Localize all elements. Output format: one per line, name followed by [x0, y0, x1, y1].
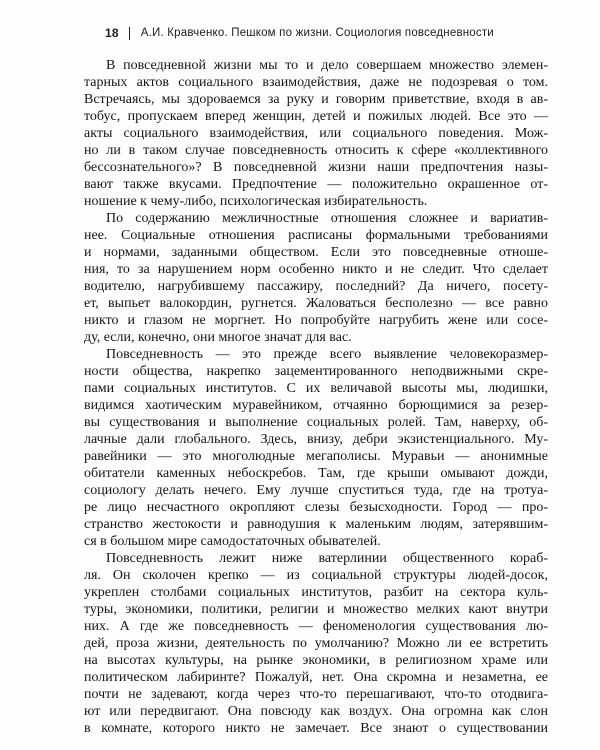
text-line: в комнате, которого никто не замечает. Все знают о существовании [84, 721, 548, 736]
paragraph [84, 346, 548, 550]
text-line: ду, если, конечно, они многое значат для вас. [84, 330, 352, 345]
text-line: туры, экономики, политики, религии и множество мелких кают внутри [84, 602, 548, 617]
text-line: дей, проза жизни, деятельность по умолчанию? Можно ли ее встретить [84, 636, 548, 651]
text-line: вы существования и выполнение социальных ролей. Там, наверху, об- [84, 415, 548, 430]
text-line: лачные дали глобального. Здесь, внизу, дебри экзистенциального. Му- [84, 432, 548, 447]
text-line: и нормами, заданными обществом. Если это повседневные отноше- [84, 245, 548, 260]
text-line: почти не задевают, когда через что-то перешагивают, что-то отодвига- [84, 687, 548, 702]
text-line: водителю, нагрубившему пассажиру, последний? Да ничего, посету- [84, 279, 548, 294]
running-title: А.И. Кравченко. Пешком по жизни. Социология повседневности [140, 27, 494, 39]
text-line: ют или передвигают. Она повсюду как воздух. Она огромна как слон [84, 704, 548, 719]
text-line: ся в большом мире самодостаточных обывателей. [84, 534, 381, 549]
page-header [84, 24, 548, 42]
text-line: обитатели каменных небоскребов. Там, где крыши омывают дожди, [84, 466, 548, 481]
text-line: ре лицо несчастного окропляют слезы безысходности. Город — про- [84, 500, 548, 515]
text-line: акты социального взаимодействия, или социального поведения. Мож- [84, 126, 548, 141]
header-divider [129, 27, 130, 40]
text-line: Повседневность лежит ниже ватерлинии общественного кораб- [106, 551, 548, 566]
text-line: тобус, пропускаем вперед женщин, детей и пожилых людей. Все это — [84, 109, 548, 124]
paragraph [84, 550, 548, 737]
text-line: вают также вкусами. Предпочтение — положительно окрашенное от- [84, 177, 548, 192]
text-line: нее. Социальные отношения расписаны формальными требованиями [84, 228, 548, 243]
text-line: странство жестокости и равнодушия к маленьким людям, затерявшим- [84, 517, 548, 532]
text-line: ля. Он сколочен крепко — из социальной структуры людей-досок, [84, 568, 548, 583]
text-line: По содержанию межличностные отношения сложнее и вариатив- [106, 211, 548, 226]
text-line: ния, то за нарушением норм особенно никто и не следит. Что сделает [84, 262, 548, 277]
text-line: социологу делать нечего. Ему лучше спуститься туда, где на тротуа- [84, 483, 548, 498]
text-line: Встречаясь, мы здороваемся за руку и говорим приветствие, входя в ав- [84, 92, 548, 107]
page-body [84, 57, 548, 737]
text-line: но ли в таком случае повседневность относить к сфере «коллективного [84, 143, 548, 158]
text-line: равейники — это многолюдные мегаполисы. Муравьи — анонимные [84, 449, 548, 464]
paragraph [84, 210, 548, 346]
text-line: ет, выпьет валокордин, ругнется. Жаловаться бесполезно — все равно [84, 296, 548, 311]
text-line: политическом лабиринте? Пожалуй, нет. Она скромна и незаметна, ее [84, 670, 548, 685]
text-line: них. А где же повседневность — феноменология существования лю- [84, 619, 548, 634]
text-line: тарных актов социального взаимодействия, даже не подозревая о том. [84, 75, 548, 90]
text-line: Повседневность — это прежде всего выявление человекоразмер- [106, 347, 548, 362]
text-line: пами социальных институтов. С их величавой высоты мы, людишки, [84, 381, 548, 396]
text-line: бессознательного»? В повседневной жизни наши предпочтения назы- [84, 160, 548, 175]
text-line: В повседневной жизни мы то и дело совершаем множество элемен- [106, 58, 548, 73]
text-line: на высотах культуры, на рынке экономики, в религиозном храме или [84, 653, 548, 668]
page-number: 18 [105, 26, 119, 40]
text-line: видимся хаотическим муравейником, отчаянно борющимися за резер- [84, 398, 548, 413]
text-line: укреплен столбами социальных институтов, разбит на сектора куль- [84, 585, 548, 600]
text-line: никто и глазом не моргнет. Но попробуйте нагрубить жене или сосе- [84, 313, 548, 328]
paragraph [84, 57, 548, 210]
text-line: ношение к чему-либо, психологическая избирательность. [84, 194, 428, 209]
text-line: ности общества, накрепко зацементированного неподвижными скре- [84, 364, 548, 379]
